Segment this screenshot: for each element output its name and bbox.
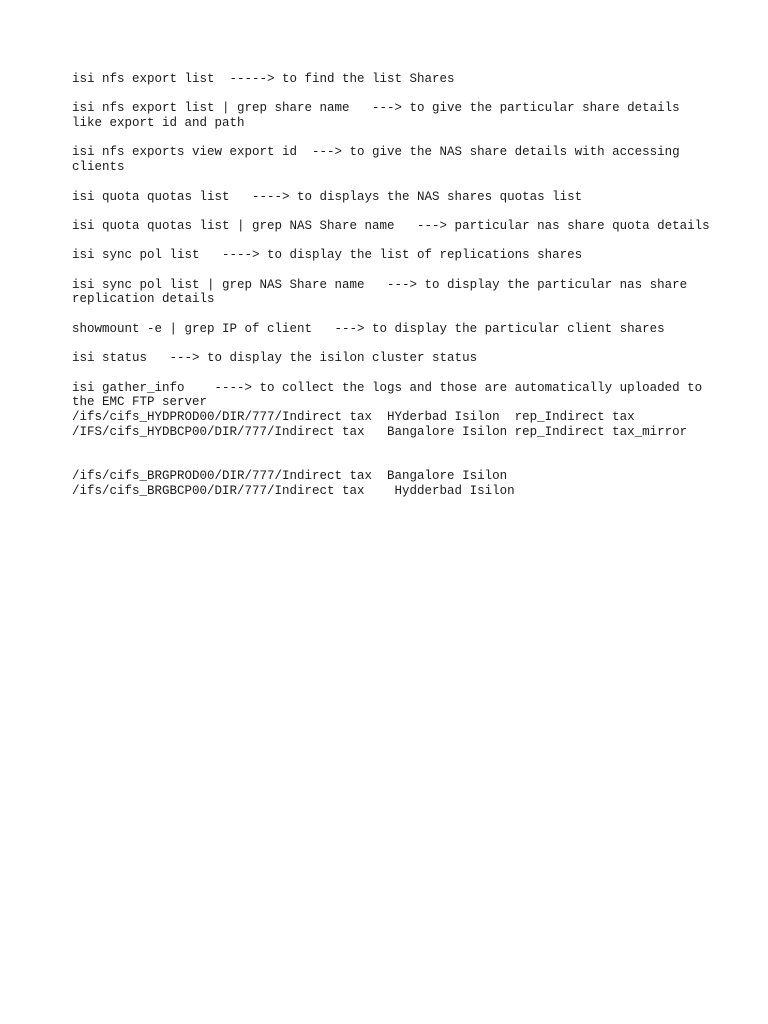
blank-line bbox=[72, 439, 712, 454]
blank-line bbox=[72, 454, 712, 469]
command-gather-info: isi gather_info ----> to collect the logs and those are automatically uploaded to the EMC FTP server bbox=[72, 380, 710, 410]
command-showmount: showmount -e | grep IP of client ---> to display the particular client shares bbox=[72, 321, 665, 336]
command-quota-list: isi quota quotas list ----> to displays the NAS shares quotas list bbox=[72, 189, 583, 204]
command-sync-pol-list-grep: isi sync pol list | grep NAS Share name ---> to display the particular nas share replication details bbox=[72, 277, 695, 307]
path-line: /ifs/cifs_BRGBCP00/DIR/777/Indirect tax Hydderbad Isilon bbox=[72, 483, 515, 498]
command-nfs-exports-view: isi nfs exports view export id ---> to give the NAS share details with accessing clients bbox=[72, 145, 688, 175]
path-line: /ifs/cifs_HYDPROD00/DIR/777/Indirect tax HYderbad Isilon rep_Indirect tax bbox=[72, 410, 635, 425]
document-page bbox=[72, 72, 712, 498]
command-nfs-export-list-grep: isi nfs export list | grep share name ---> to give the particular share details like export id and path bbox=[72, 101, 688, 131]
command-isi-status: isi status ---> to display the isilon cluster status bbox=[72, 351, 478, 366]
command-sync-pol-list: isi sync pol list ----> to display the list of replications shares bbox=[72, 248, 583, 263]
path-line: /ifs/cifs_BRGPROD00/DIR/777/Indirect tax Bangalore Isilon bbox=[72, 468, 508, 483]
path-line: /IFS/cifs_HYDBCP00/DIR/777/Indirect tax Bangalore Isilon rep_Indirect tax_mirror bbox=[72, 424, 688, 439]
command-nfs-export-list: isi nfs export list -----> to find the list Shares bbox=[72, 72, 455, 86]
command-quota-list-grep: isi quota quotas list | grep NAS Share name ---> particular nas share quota details bbox=[72, 218, 710, 233]
